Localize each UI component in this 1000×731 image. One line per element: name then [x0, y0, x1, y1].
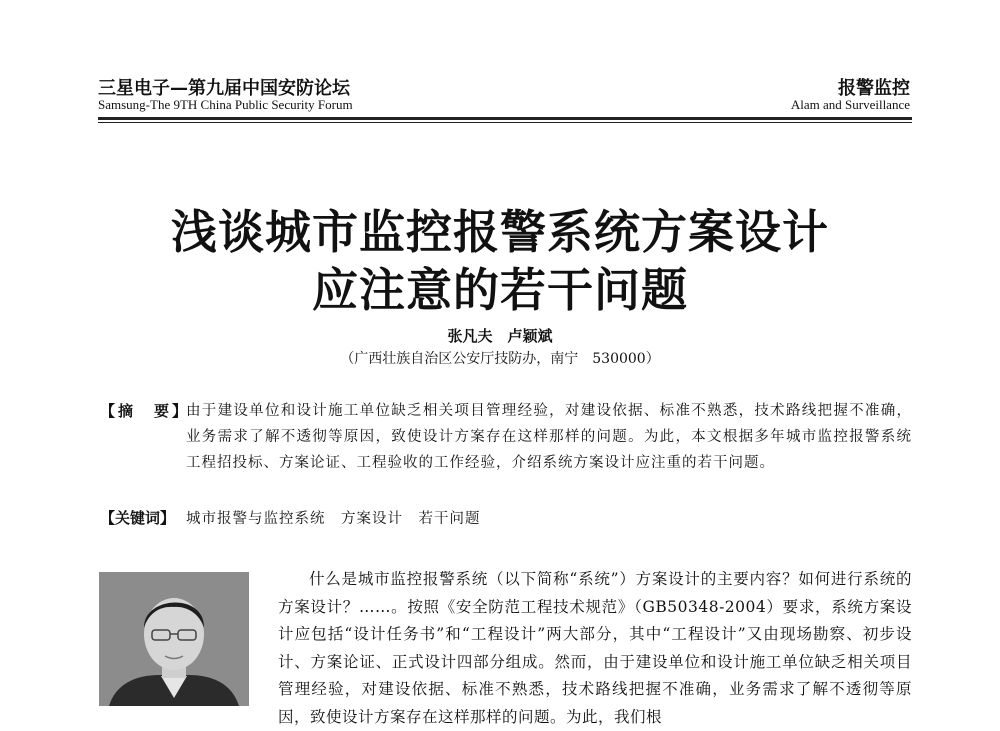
- running-header-section-english: Alam and Surveillance: [790, 97, 910, 112]
- running-header-left-english: Samsung-The 9TH China Public Security Forum: [98, 97, 353, 112]
- body-paragraph-1: 什么是城市监控报警系统（以下简称“系统”）方案设计的主要内容？如何进行系统的方案设计？……。按照《安全防范工程技术规范》（GB50348-2004）要求，系统方案设计应包括“设计任务书”和“工程设计”两大部分，其中“工程设计”又由现场勘察、初步设计、方案论证、正式设计四部分组成。然而，由于建设单位和设计施工单位缺乏相关项目管理经验，对建设依据、标准不熟悉，技术路线把握不准确，业务需求了解不透彻等原因，致使设计方案存在这样那样的问题。为此，我们根: [278, 570, 912, 726]
- keywords-label: 【关键词】: [100, 509, 176, 527]
- running-header-left-chinese: 三星电子—第九届中国安防论坛: [98, 78, 350, 99]
- author-portrait-icon: [99, 572, 249, 706]
- keywords-text: 城市报警与监控系统 方案设计 若干问题: [186, 511, 481, 527]
- abstract-text: 由于建设单位和设计施工单位缺乏相关项目管理经验，对建设依据、标准不熟悉，技术路线把握不准确，业务需求了解不透彻等原因，致使设计方案存在这样那样的问题。为此，本文根据多年城市监控报警系统工程招投标、方案论证、工程验收的工作经验，介绍系统方案设计应注重的若干问题。: [186, 403, 912, 471]
- abstract-label: 【摘 要】: [100, 402, 191, 420]
- body-text-column: [278, 566, 912, 731]
- author-names: 张凡夫 卢颖斌: [447, 327, 553, 345]
- header-rule-thin: [98, 122, 912, 123]
- author-photo: [99, 572, 249, 706]
- paper-title-line-2: 应注意的若干问题: [312, 263, 688, 317]
- author-affiliation: （广西壮族自治区公安厅技防办，南宁 530000）: [340, 351, 660, 367]
- running-header-section-chinese: 报警监控: [838, 78, 910, 99]
- paper-title-line-1: 浅谈城市监控报警系统方案设计: [171, 205, 829, 259]
- header-rule-thick: [98, 117, 912, 120]
